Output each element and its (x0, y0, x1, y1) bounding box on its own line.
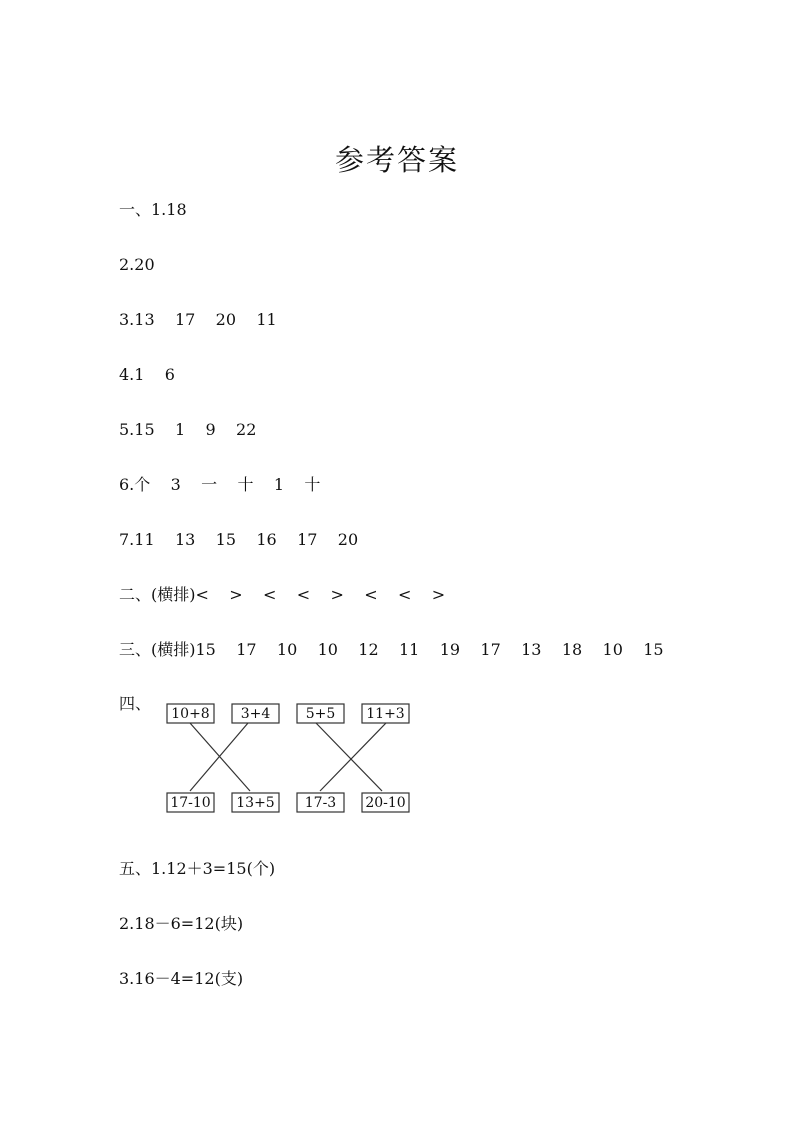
match-line-4 (320, 723, 386, 791)
section-4-label: 四、 (119, 694, 152, 713)
top-box-4 (362, 704, 409, 723)
top-box-3 (297, 704, 344, 723)
section-3-line: 三、(横排)15 17 10 10 12 11 19 17 13 18 10 15 (119, 640, 664, 659)
answer-line-3: 3.13 17 20 11 (119, 310, 277, 329)
top-box-1-label: 10+8 (171, 706, 210, 722)
page-title: 参考答案 (334, 143, 459, 177)
answer-line-1: 一、1.18 (119, 200, 187, 219)
answer-line-7: 7.11 13 15 16 17 20 (119, 530, 359, 549)
top-box-2 (232, 704, 279, 723)
matching-diagram (160, 698, 430, 822)
bottom-box-1-label: 17-10 (170, 795, 211, 811)
bottom-box-2-label: 13+5 (236, 795, 275, 811)
answer-line-4: 4.1 6 (119, 365, 175, 384)
answer-line-6: 6.个 3 一 十 1 十 (119, 475, 321, 494)
bottom-box-3-label: 17-3 (304, 795, 337, 811)
matching-diagram-svg (160, 698, 430, 822)
top-box-3-label: 5+5 (305, 706, 336, 722)
top-box-4-label: 11+3 (366, 706, 405, 722)
section-2-line: 二、(横排)< > < < > < < > (119, 585, 446, 604)
bottom-box-2 (232, 793, 279, 812)
top-box-1 (167, 704, 214, 723)
section-5-line-2: 2.18－6=12(块) (119, 914, 244, 933)
answer-line-5: 5.15 1 9 22 (119, 420, 257, 439)
section-5-line-3: 3.16－4=12(支) (119, 969, 244, 988)
answer-line-2: 2.20 (119, 255, 155, 274)
bottom-box-1 (167, 793, 214, 812)
section-5-line-1: 五、1.12＋3=15(个) (119, 859, 276, 878)
top-box-2-label: 3+4 (240, 706, 271, 722)
bottom-box-4-label: 20-10 (365, 795, 406, 811)
bottom-box-4 (362, 793, 409, 812)
match-line-3 (316, 723, 382, 791)
bottom-box-3 (297, 793, 344, 812)
